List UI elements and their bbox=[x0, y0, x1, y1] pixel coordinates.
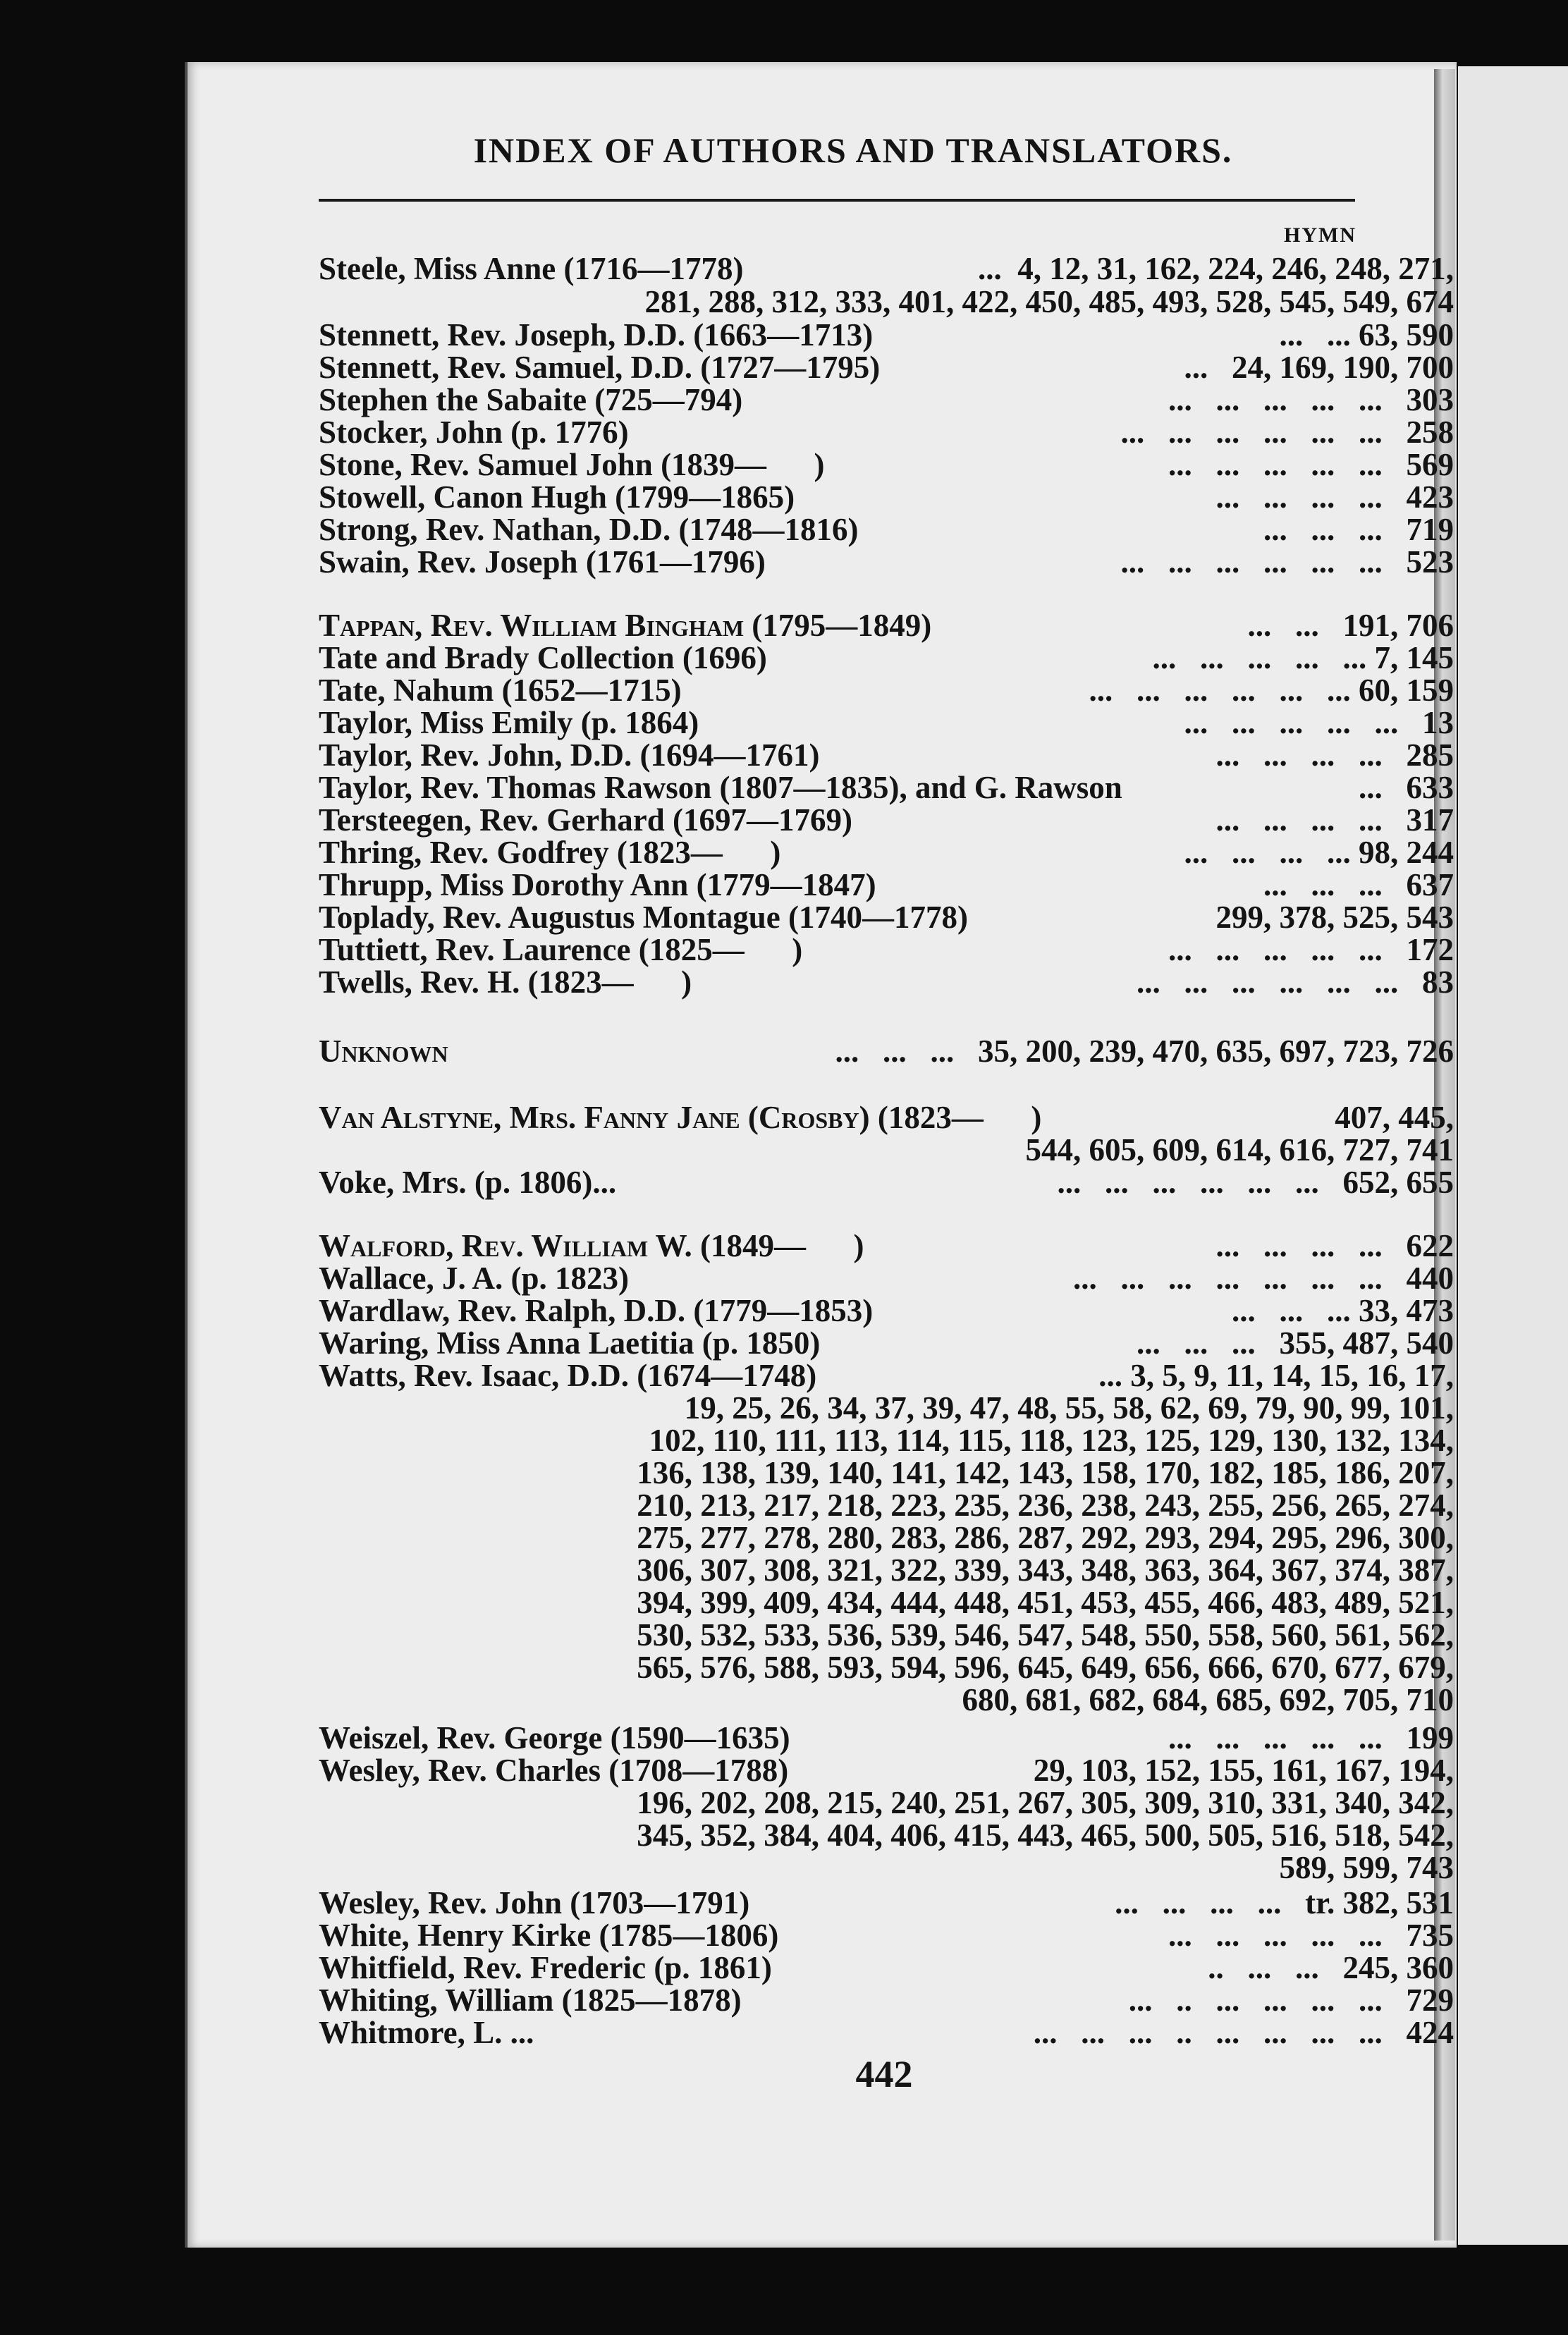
entry-name: Voke, Mrs. (p. 1806)... bbox=[319, 1165, 617, 1200]
entry-hymns-continued: 19, 25, 26, 34, 37, 39, 47, 48, 55, 58, 62, 69, 79, 90, 99, 101, bbox=[684, 1390, 1454, 1426]
entry-name: Tappan, Rev. William Bingham (1795—1849) bbox=[319, 608, 932, 643]
entry-hymns: ... ... ... ... ... ... ... 440 bbox=[1073, 1261, 1454, 1296]
entry-hymns: ... ... 191, 706 bbox=[1247, 608, 1454, 643]
entry-name: Van Alstyne, Mrs. Fanny Jane (Crosby) (1823— ) bbox=[319, 1100, 1042, 1135]
entry-hymns-continued: 210, 213, 217, 218, 223, 235, 236, 238, 243, 255, 256, 265, 274, bbox=[637, 1488, 1454, 1523]
entry-hymns: ... ... ... 637 bbox=[1263, 867, 1454, 902]
entry-name: Wardlaw, Rev. Ralph, D.D. (1779—1853) bbox=[319, 1293, 874, 1328]
column-header-hymn: HYMN bbox=[1284, 223, 1356, 247]
entry-hymns: ... 24, 169, 190, 700 bbox=[1184, 350, 1454, 385]
entry-name: Stennett, Rev. Joseph, D.D. (1663—1713) bbox=[319, 317, 874, 353]
adjacent-page-edge bbox=[1458, 66, 1568, 2245]
entry-hymns: ... ... ... ... 423 bbox=[1215, 479, 1454, 515]
entry-name: Stennett, Rev. Samuel, D.D. (1727—1795) bbox=[319, 350, 881, 385]
entry-hymns: ... ... ... ... ... 303 bbox=[1168, 382, 1454, 417]
entry-hymns: ... 3, 5, 9, 11, 14, 15, 16, 17, bbox=[1098, 1358, 1454, 1393]
entry-name: Wesley, Rev. John (1703—1791) bbox=[319, 1885, 750, 1920]
entry-name: Twells, Rev. H. (1823— ) bbox=[319, 964, 692, 1000]
entry-hymns-continued: 544, 605, 609, 614, 616, 727, 741 bbox=[1025, 1132, 1454, 1168]
entry-hymns: ... ... ... ... ... ... 652, 655 bbox=[1057, 1165, 1454, 1200]
entry-hymns: ... ... ... ... 98, 244 bbox=[1184, 835, 1454, 870]
entry-name: Stephen the Sabaite (725—794) bbox=[319, 382, 743, 417]
entry-name: White, Henry Kirke (1785—1806) bbox=[319, 1918, 779, 1953]
entry-hymns-continued: 394, 399, 409, 434, 444, 448, 451, 453, 455, 466, 483, 489, 521, bbox=[637, 1585, 1454, 1620]
entry-hymns: ... ... ... ... ... 13 bbox=[1184, 705, 1454, 740]
entry-name: Stone, Rev. Samuel John (1839— ) bbox=[319, 447, 825, 482]
entry-name: Tersteegen, Rev. Gerhard (1697—1769) bbox=[319, 802, 852, 838]
entry-hymns: ... ... ... ... 622 bbox=[1215, 1228, 1454, 1263]
entry-hymns: ... ... ... ... ... 735 bbox=[1168, 1918, 1454, 1953]
entry-hymns-continued: 281, 288, 312, 333, 401, 422, 450, 485, 493, 528, 545, 549, 674 bbox=[644, 284, 1454, 319]
entry-hymns-continued: 275, 277, 278, 280, 283, 286, 287, 292, 293, 294, 295, 296, 300, bbox=[637, 1520, 1454, 1555]
entry-hymns: ... ... ... 33, 473 bbox=[1232, 1293, 1454, 1328]
entry-name: Thring, Rev. Godfrey (1823— ) bbox=[319, 835, 781, 870]
entry-hymns: 299, 378, 525, 543 bbox=[1215, 900, 1454, 935]
entry-hymns-continued: 565, 576, 588, 593, 594, 596, 645, 649, 656, 666, 670, 677, 679, bbox=[637, 1650, 1454, 1685]
entry-hymns: 29, 103, 152, 155, 161, 167, 194, bbox=[1033, 1753, 1454, 1788]
entry-name: Thrupp, Miss Dorothy Ann (1779—1847) bbox=[319, 867, 876, 902]
entry-hymns-continued: 345, 352, 384, 404, 406, 415, 443, 465, 500, 505, 516, 518, 542, bbox=[637, 1818, 1454, 1853]
entry-hymns: ... ... ... ... ... 569 bbox=[1168, 447, 1454, 482]
entry-hymns-continued: 136, 138, 139, 140, 141, 142, 143, 158, 170, 182, 185, 186, 207, bbox=[637, 1455, 1454, 1490]
entry-name: Strong, Rev. Nathan, D.D. (1748—1816) bbox=[319, 512, 859, 547]
entry-hymns: ... 4, 12, 31, 162, 224, 246, 248, 271, bbox=[978, 251, 1454, 286]
entry-name: Whitfield, Rev. Frederic (p. 1861) bbox=[319, 1950, 772, 1985]
entry-hymns-continued: 102, 110, 111, 113, 114, 115, 118, 123, 125, 129, 130, 132, 134, bbox=[649, 1423, 1454, 1458]
entry-name: Stocker, John (p. 1776) bbox=[319, 415, 629, 450]
entry-hymns: ... .. ... ... ... ... 729 bbox=[1128, 1982, 1454, 2018]
entry-hymns-continued: 306, 307, 308, 321, 322, 339, 343, 348, 363, 364, 367, 374, 387, bbox=[637, 1552, 1454, 1588]
entry-name: Steele, Miss Anne (1716—1778) bbox=[319, 251, 744, 286]
entry-name: Taylor, Miss Emily (p. 1864) bbox=[319, 705, 699, 740]
entry-name: Wallace, J. A. (p. 1823) bbox=[319, 1261, 629, 1296]
entry-hymns: 407, 445, bbox=[1335, 1100, 1454, 1135]
entry-hymns: ... ... ... ... 285 bbox=[1215, 737, 1454, 773]
entry-hymns: ... ... ... ... 317 bbox=[1215, 802, 1454, 838]
entry-hymns-continued: 680, 681, 682, 684, 685, 692, 705, 710 bbox=[962, 1682, 1454, 1717]
entry-name: Tate and Brady Collection (1696) bbox=[319, 640, 767, 675]
entry-hymns-continued: 196, 202, 208, 215, 240, 251, 267, 305, 309, 310, 331, 340, 342, bbox=[637, 1785, 1454, 1820]
entry-name: Whiting, William (1825—1878) bbox=[319, 1982, 742, 2018]
entry-hymns: ... ... ... ... ... 7, 145 bbox=[1152, 640, 1454, 675]
entry-hymns: .. ... ... 245, 360 bbox=[1208, 1950, 1454, 1985]
entry-name: Watts, Rev. Isaac, D.D. (1674—1748) bbox=[319, 1358, 817, 1393]
entry-hymns: ... ... 63, 590 bbox=[1279, 317, 1454, 353]
entry-hymns: ... ... ... ... tr. 382, 531 bbox=[1115, 1885, 1454, 1920]
entry-name: Waring, Miss Anna Laetitia (p. 1850) bbox=[319, 1325, 821, 1361]
entry-hymns-continued: 589, 599, 743 bbox=[1279, 1850, 1454, 1885]
entry-hymns: ... ... ... 355, 487, 540 bbox=[1137, 1325, 1454, 1361]
entry-hymns: ... ... ... ... ... ... 60, 159 bbox=[1089, 673, 1454, 708]
entry-name: Wesley, Rev. Charles (1708—1788) bbox=[319, 1753, 789, 1788]
entry-hymns: ... ... ... ... ... 199 bbox=[1168, 1720, 1454, 1755]
entry-hymns: ... ... ... 719 bbox=[1263, 512, 1454, 547]
entry-name: Weiszel, Rev. George (1590—1635) bbox=[319, 1720, 790, 1755]
entry-hymns: ... ... ... ... ... ... 258 bbox=[1120, 415, 1454, 450]
entry-hymns: ... ... ... ... ... 172 bbox=[1168, 932, 1454, 967]
entry-name: Whitmore, L. ... bbox=[319, 2015, 534, 2050]
entry-hymns: ... ... ... 35, 200, 239, 470, 635, 697, 723, 726 bbox=[835, 1034, 1454, 1069]
entry-name: Stowell, Canon Hugh (1799—1865) bbox=[319, 479, 795, 515]
page-number: 442 bbox=[855, 2053, 913, 2095]
entry-hymns: ... ... ... ... ... ... 523 bbox=[1120, 544, 1454, 580]
entry-name: Swain, Rev. Joseph (1761—1796) bbox=[319, 544, 766, 580]
entry-name: Walford, Rev. William W. (1849— ) bbox=[319, 1228, 864, 1263]
page-title: INDEX OF AUTHORS AND TRANSLATORS. bbox=[473, 130, 1233, 170]
entry-name: Tate, Nahum (1652—1715) bbox=[319, 673, 682, 708]
title-rule bbox=[319, 199, 1355, 202]
entry-name: Tuttiett, Rev. Laurence (1825— ) bbox=[319, 932, 803, 967]
entry-name: Taylor, Rev. Thomas Rawson (1807—1835), and G. Rawson bbox=[319, 770, 1122, 805]
entry-name: Unknown bbox=[319, 1034, 448, 1069]
entry-hymns: ... 633 bbox=[1359, 770, 1454, 805]
entry-hymns: ... ... ... .. ... ... ... ... 424 bbox=[1033, 2015, 1454, 2050]
entry-hymns-continued: 530, 532, 533, 536, 539, 546, 547, 548, 550, 558, 560, 561, 562, bbox=[637, 1617, 1454, 1653]
entry-name: Toplady, Rev. Augustus Montague (1740—1778) bbox=[319, 900, 969, 935]
entry-name: Taylor, Rev. John, D.D. (1694—1761) bbox=[319, 737, 820, 773]
entry-hymns: ... ... ... ... ... ... 83 bbox=[1137, 964, 1454, 1000]
